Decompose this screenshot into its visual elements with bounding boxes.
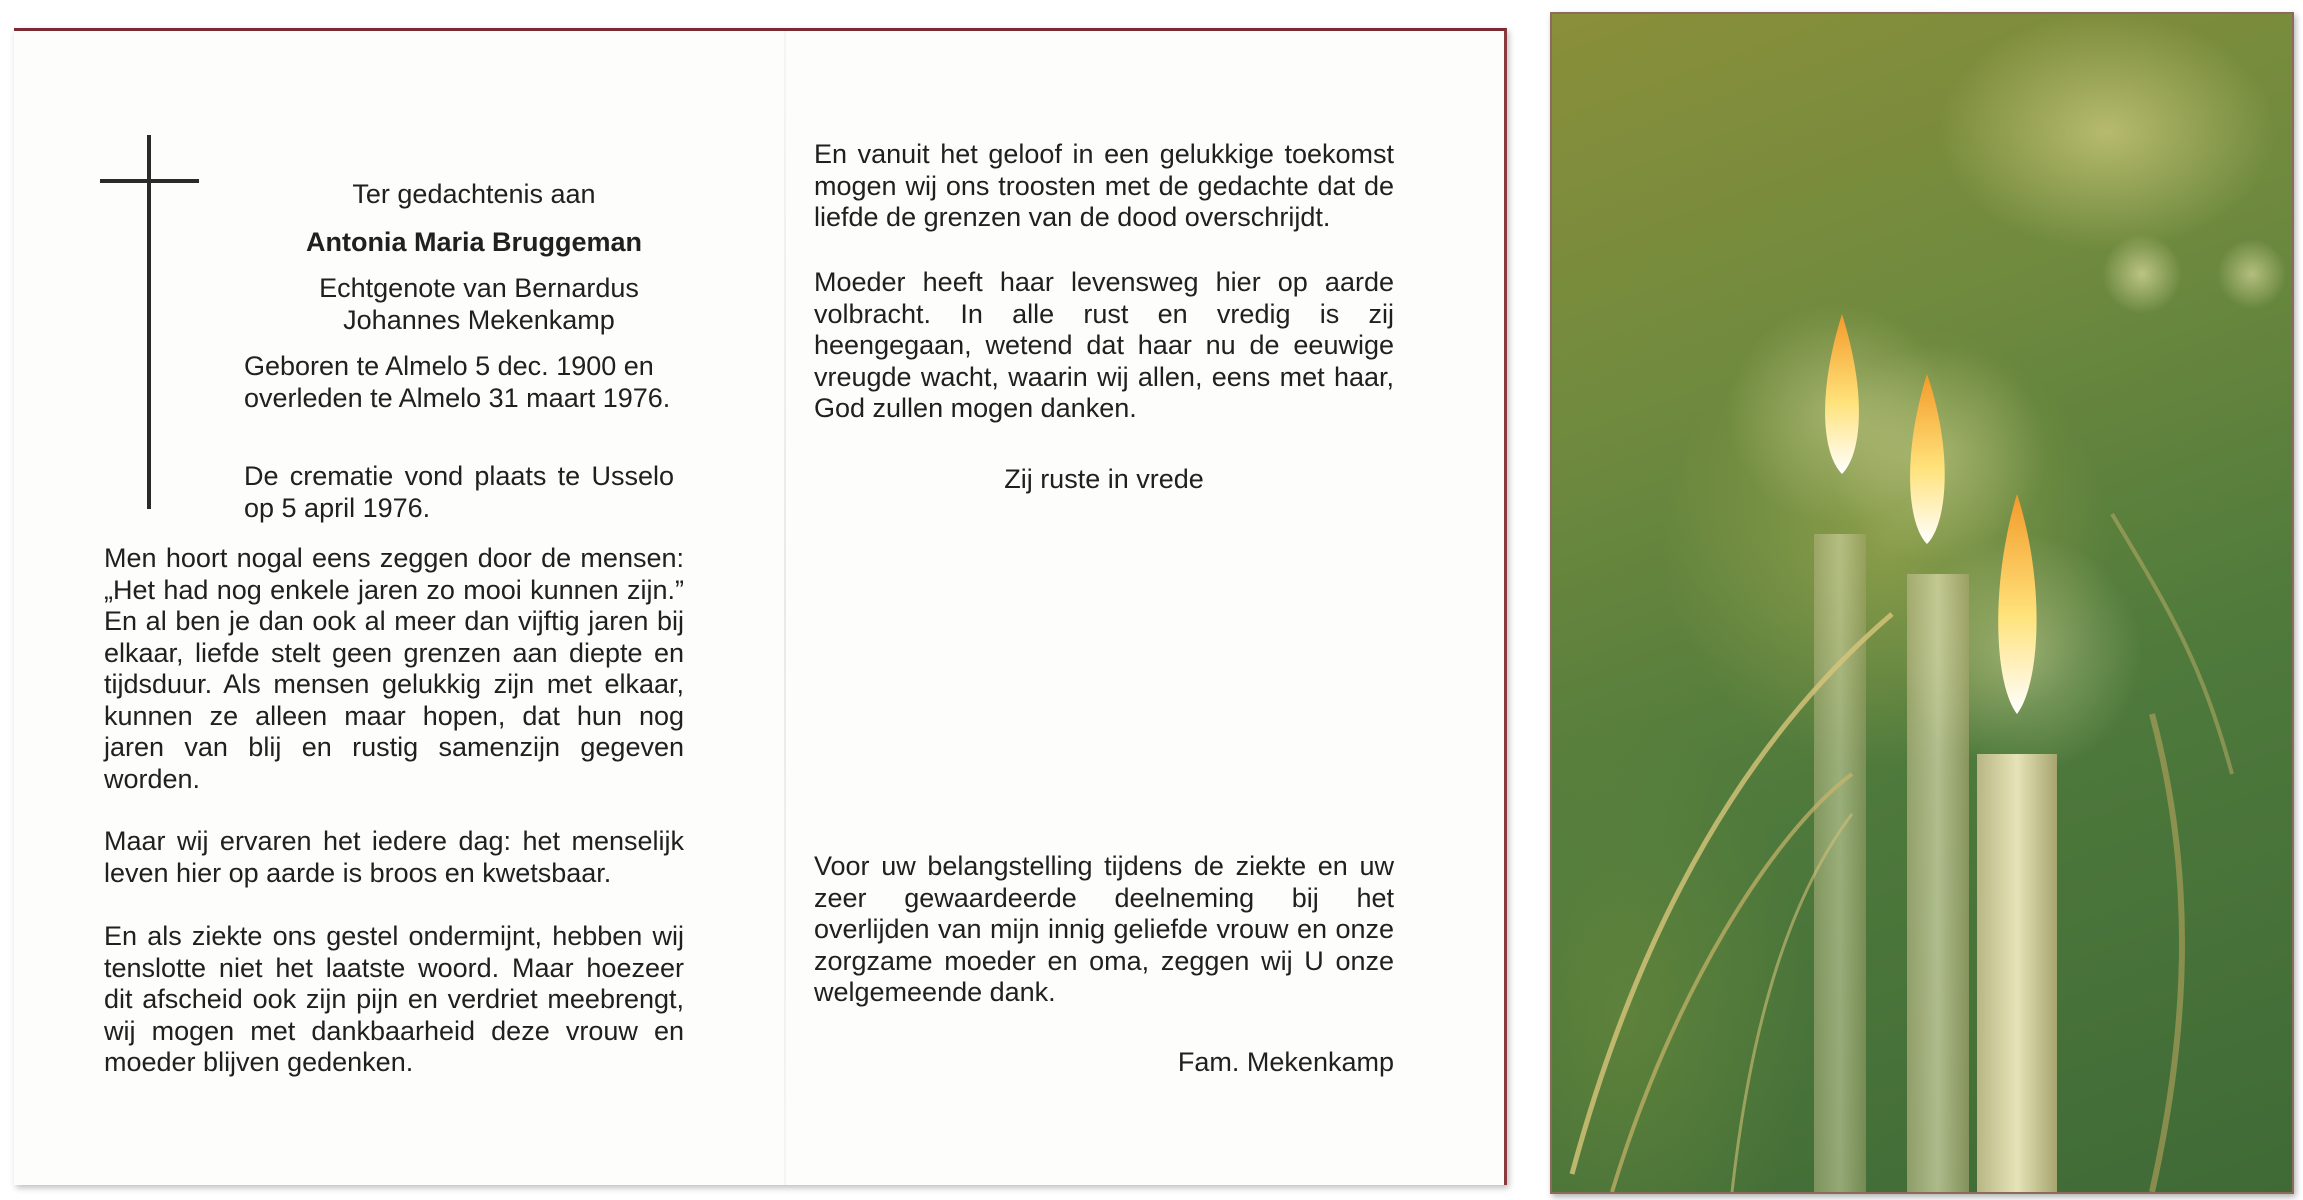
right-paragraph: Moeder heeft haar levensweg hier op aarde volbracht. In alle rust en vredig is zij heengegaan, wetend dat haar nu de eeuwige vreugde wacht, waarin wij allen, eens met haar, God zullen mogen danken. xyxy=(814,267,1394,423)
birth-death: Geboren te Almelo 5 dec. 1900 en overleden te Almelo 31 maart 1976. xyxy=(244,351,671,413)
right-paragraph: En vanuit het geloof in een gelukkige toekomst mogen wij ons troosten met de gedachte dat de liefde de grenzen van de dood overschrijdt. xyxy=(814,139,1394,232)
memorial-card-inner xyxy=(14,28,1507,1185)
candles-photo xyxy=(1550,12,2294,1194)
thanks-paragraph: Voor uw belangstelling tijdens de ziekte en uw zeer gewaardeerde deelneming bij het overlijden van mijn innig geliefde vrouw en onze zorgzame moeder en oma, zeggen wij U onze welgemeende dank. xyxy=(814,851,1394,1007)
cremation: De crematie vond plaats te Usselo op 5 april 1976. xyxy=(244,461,674,523)
deceased-name: Antonia Maria Bruggeman xyxy=(305,227,643,257)
closing-line: Zij ruste in vrede xyxy=(1004,464,1204,494)
cross-icon-bar xyxy=(100,179,199,183)
signature: Fam. Mekenkamp xyxy=(1177,1047,1394,1077)
left-paragraph: En als ziekte ons gestel ondermijnt, hebben wij tenslotte niet het laatste woord. Maar hoezeer dit afscheid ook zijn pijn en verdriet meebrengt, wij mogen met dankbaarheid deze vrouw en moeder blijven gedenken. xyxy=(104,921,684,1077)
spouse-line: Echtgenote van Bernardus Johannes Mekenkamp xyxy=(319,273,639,335)
card-fold xyxy=(784,31,786,1185)
cross-icon xyxy=(147,135,151,509)
left-paragraph: Men hoort nogal eens zeggen door de mensen: „Het had nog enkele jaren zo mooi kunnen zijn.” En al ben je dan ook al meer dan vijftig jaren bij elkaar, liefde stelt geen grenzen aan diepte en tijdsduur. Als mensen gelukkig zijn met elkaar, kunnen ze alleen maar hopen, dat hun nog jaren van blij en rustig samenzijn gegeven worden. xyxy=(104,543,684,794)
heading: Ter gedachtenis aan xyxy=(352,179,596,209)
left-paragraph: Maar wij ervaren het iedere dag: het menselijk leven hier op aarde is broos en kwetsbaar. xyxy=(104,826,684,888)
candles-illustration xyxy=(1552,14,2292,1192)
